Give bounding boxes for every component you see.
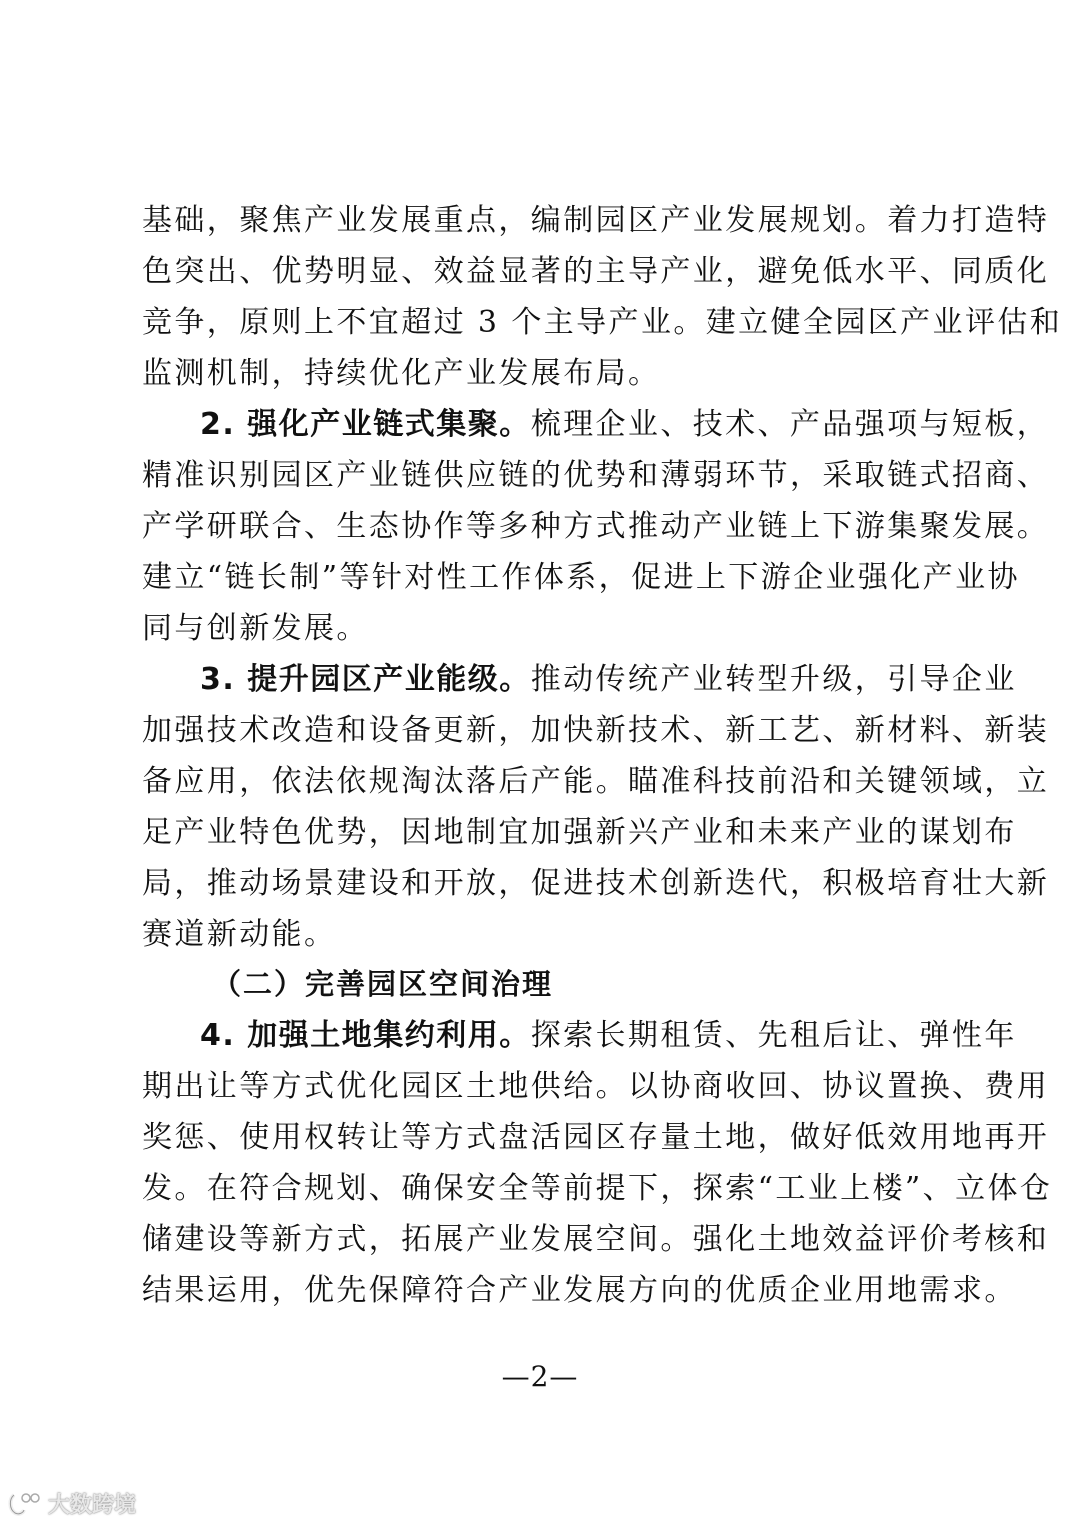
- item-3-text: 推动传统产业转型升级，引导企业: [530, 662, 1017, 697]
- paragraph-line: 竞争，原则上不宜超过 3 个主导产业。建立健全园区产业评估和: [142, 305, 1063, 340]
- paragraph-line: 精准识别园区产业链供应链的优势和薄弱环节，采取链式招商、: [142, 458, 1050, 493]
- item-4-title: 4. 加强土地集约利用。: [200, 1018, 531, 1053]
- item-3-title: 3. 提升园区产业能级。: [200, 662, 531, 697]
- paragraph-line: 加强技术改造和设备更新，加快新技术、新工艺、新材料、新装: [142, 713, 1050, 748]
- page-number: —2—: [501, 1360, 579, 1393]
- item-4-text: 探索长期租赁、先租后让、弹性年: [530, 1018, 1017, 1053]
- paragraph-line: 足产业特色优势，因地制宜加强新兴产业和未来产业的谋划布: [142, 815, 1017, 850]
- paragraph-line: 储建设等新方式，拓展产业发展空间。强化土地效益评价考核和: [142, 1222, 1050, 1257]
- paragraph-line: 建立“链长制”等针对性工作体系，促进上下游企业强化产业协: [142, 560, 1020, 595]
- paragraph-line: 监测机制，持续优化产业发展布局。: [142, 356, 661, 391]
- paragraph-line: 奖惩、使用权转让等方式盘活园区存量土地，做好低效用地再开: [142, 1120, 1050, 1155]
- paragraph-line: 局，推动场景建设和开放，促进技术创新迭代，积极培育壮大新: [142, 866, 1050, 901]
- paragraph-line: 期出让等方式优化园区土地供给。以协商收回、协议置换、费用: [142, 1069, 1050, 1104]
- watermark-text: 大数跨境: [48, 1493, 137, 1518]
- paragraph-line: 产学研联合、生态协作等多种方式推动产业链上下游集聚发展。: [142, 509, 1050, 544]
- paragraph-line: 结果运用，优先保障符合产业发展方向的优质企业用地需求。: [142, 1273, 1017, 1308]
- paragraph-line: 赛道新动能。: [142, 917, 337, 952]
- brand-logo-icon: [8, 1491, 42, 1517]
- paragraph-line: 基础，聚焦产业发展重点，编制园区产业发展规划。着力打造特: [142, 203, 1050, 238]
- paragraph-line: 同与创新发展。: [142, 611, 369, 646]
- item-3-first-line: [142, 662, 1017, 698]
- item-2-first-line: [142, 407, 1050, 443]
- watermark: [8, 1488, 136, 1519]
- section-heading: （二）完善园区空间治理: [212, 967, 554, 1001]
- item-2-text: 梳理企业、技术、产品强项与短板，: [530, 407, 1050, 442]
- paragraph-line: 发。在符合规划、确保安全等前提下，探索“工业上楼”、立体仓: [142, 1171, 1053, 1206]
- paragraph-line: 备应用，依法依规淘汰落后产能。瞄准科技前沿和关键领域，立: [142, 764, 1050, 799]
- paragraph-line: 色突出、优势明显、效益显著的主导产业，避免低水平、同质化: [142, 254, 1050, 289]
- item-4-first-line: [142, 1018, 1017, 1054]
- item-2-title: 2. 强化产业链式集聚。: [200, 407, 531, 442]
